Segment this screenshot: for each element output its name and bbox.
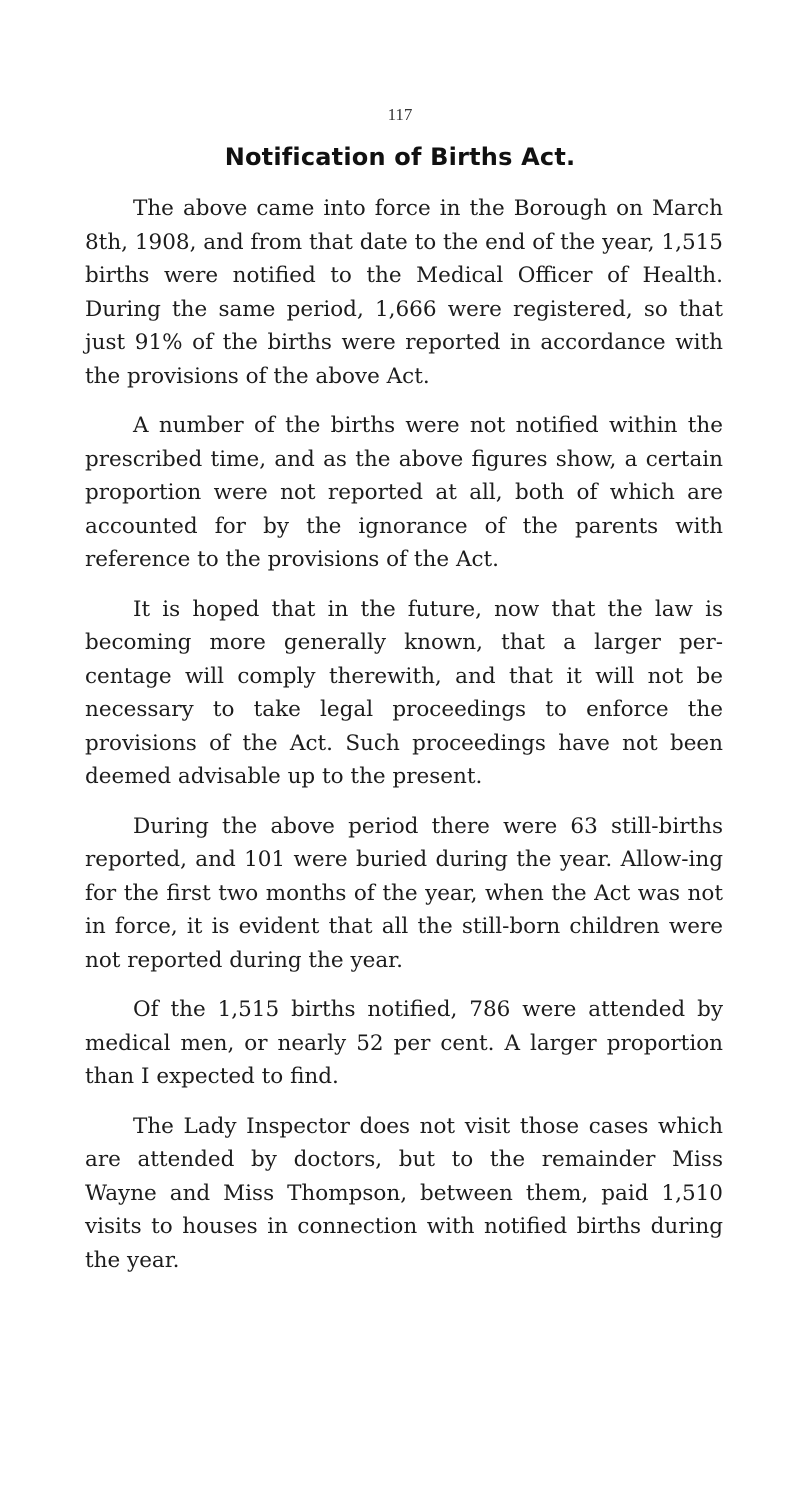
paragraph-5: Of the 1,515 births notified, 786 were attended by medical men, or nearly 52 per cent. A larger proportion than I expected to find. bbox=[85, 997, 723, 1089]
body-text bbox=[85, 192, 723, 1293]
paragraph-1: The above came into force in the Borough on March 8th, 1908, and from that date to the end of the year, 1,515 births were notified to the Medical Officer of Health. During the same period, 1,666 were registered, so that just 91% of the births were reported in accordance with the provisions of the above Act. bbox=[85, 196, 723, 389]
paragraph-3: It is hoped that in the future, now that the law is becoming more generally known, that a larger per-centage will comply therewith, and that it will not be necessary to take legal proceedings to enforce the provisions of the Act. Such proceedings have not been deemed advisable up to the present. bbox=[85, 596, 723, 789]
page-number: 117 bbox=[387, 105, 413, 124]
paragraph-2: A number of the births were not notified within the prescribed time, and as the above figures show, a certain proportion were not reported at all, both of which are accounted for by the ignorance of the parents with reference to the provisions of the Act. bbox=[85, 413, 723, 572]
paragraph-6: The Lady Inspector does not visit those cases which are attended by doctors, but to the remainder Miss Wayne and Miss Thompson, between them, paid 1,510 visits to houses in connection with notified births during the year. bbox=[85, 1113, 723, 1273]
section-title: Notification of Births Act. bbox=[224, 143, 576, 171]
paragraph-4: During the above period there were 63 still-births reported, and 101 were buried during the year. Allow-ing for the first two months of the year, when the Act was not in force, it is evident that all the still-born children were not reported during the year. bbox=[85, 813, 723, 973]
